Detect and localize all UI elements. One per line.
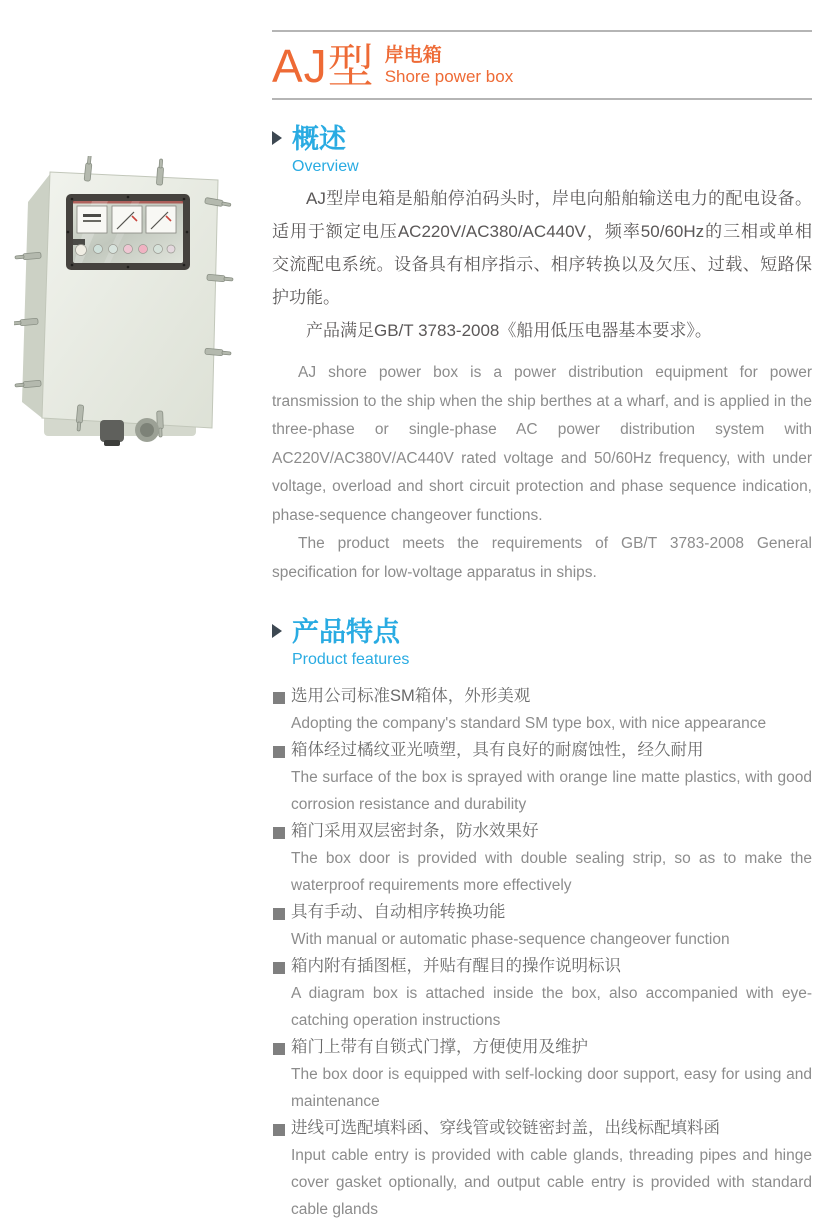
right-triangle-icon: [272, 624, 282, 638]
feature-item: [272, 1115, 812, 1223]
feature-text-en: A diagram box is attached inside the box, also accompanied with eye-catching operation instructions: [291, 985, 812, 1030]
feature-text-cn: 进线可选配填料函、穿线管或铰链密封盖，出线标配填料函: [291, 1119, 720, 1138]
right-triangle-icon: [272, 131, 282, 145]
overview-paragraph-cn-2: 产品满足GB/T 3783-2008《船用低压电器基本要求》。: [306, 321, 712, 341]
feature-text-en: The box door is provided with double sealing strip, so as to make the waterproof requirements more effectively: [291, 850, 812, 895]
square-bullet-icon: [273, 908, 285, 920]
top-divider: [272, 30, 812, 32]
feature-text-cn: 箱体经过橘纹亚光喷塑，具有良好的耐腐蚀性，经久耐用: [291, 741, 704, 760]
product-name-cn: 岸电箱: [384, 44, 442, 66]
model-name: AJ型: [272, 40, 375, 92]
page-title: [272, 40, 812, 92]
square-bullet-icon: [273, 962, 285, 974]
square-bullet-icon: [273, 827, 285, 839]
overview-heading-en: Overview: [292, 158, 359, 176]
title-divider: [272, 98, 812, 100]
overview-paragraph-en-1: AJ shore power box is a power distribution equipment for power transmission to the ship when the ship berthes at a wharf, and is applied in the three-phase or single-phase AC power distribution system with AC220V/AC380V/AC440V rated voltage and 50/60Hz frequency, with under voltage, overload and short circuit protection and phase sequence indication, phase-sequence changeover functions.: [272, 364, 812, 524]
overview-heading-cn: 概述: [292, 124, 346, 154]
shore-power-box-illustration: [14, 156, 238, 452]
feature-text-en: Adopting the company's standard SM type box, with nice appearance: [291, 715, 767, 733]
feature-text-cn: 选用公司标准SM箱体，外形美观: [291, 687, 531, 706]
content-column: [272, 0, 812, 1223]
feature-text-en: Input cable entry is provided with cable glands, threading pipes and hinge cover gasket optionally, and output cable entry is provided with standard cable glands: [291, 1147, 812, 1219]
feature-text-cn: 具有手动、自动相序转换功能: [291, 903, 506, 922]
overview-paragraph-en-2: The product meets the requirements of GB/T 3783-2008 General specification for low-voltage apparatus in ships.: [272, 535, 812, 581]
feature-item: [272, 683, 812, 737]
product-name-block: [385, 45, 514, 87]
feature-item: [272, 1034, 812, 1115]
feature-title-cn: [272, 953, 812, 980]
product-photo: [14, 156, 238, 452]
features-heading-en: Product features: [292, 651, 410, 669]
feature-text-cn: 箱内附有插图框，并贴有醒目的操作说明标识: [291, 957, 621, 976]
feature-title-cn: [272, 737, 812, 764]
meter-window: [66, 194, 190, 270]
square-bullet-icon: [273, 746, 285, 758]
square-bullet-icon: [273, 1124, 285, 1136]
square-bullet-icon: [273, 692, 285, 704]
square-bullet-icon: [273, 1043, 285, 1055]
feature-text-cn: 箱门采用双层密封条，防水效果好: [291, 822, 539, 841]
feature-item: [272, 818, 812, 899]
features-heading-cn: 产品特点: [292, 617, 400, 648]
analog-meters: [77, 206, 176, 233]
feature-text-en: With manual or automatic phase-sequence changeover function: [291, 931, 730, 949]
overview-section-header: [272, 124, 812, 176]
feature-text-en: The surface of the box is sprayed with orange line matte plastics, with good corrosion resistance and durability: [291, 769, 812, 814]
features-section-header: [272, 617, 812, 669]
feature-title-cn: [272, 899, 812, 926]
feature-title-cn: [272, 1115, 812, 1142]
feature-text-en: The box door is equipped with self-locking door support, easy for using and maintenance: [291, 1066, 812, 1111]
overview-paragraph-cn-1: AJ型岸电箱是船舶停泊码头时，岸电向船舶输送电力的配电设备。适用于额定电压AC220V/AC380/AC440V，频率50/60Hz的三相或单相交流配电系统。设备具有相序指示、相序转换以及欠压、过载、短路保护功能。: [272, 189, 812, 308]
feature-title-cn: [272, 1034, 812, 1061]
feature-title-cn: [272, 683, 812, 710]
feature-title-cn: [272, 818, 812, 845]
feature-list: [272, 683, 812, 1223]
product-name-en: Shore power box: [384, 66, 514, 86]
feature-item: [272, 899, 812, 953]
feature-item: [272, 737, 812, 818]
feature-item: [272, 953, 812, 1034]
feature-text-cn: 箱门上带有自锁式门撑，方便使用及维护: [291, 1038, 588, 1057]
